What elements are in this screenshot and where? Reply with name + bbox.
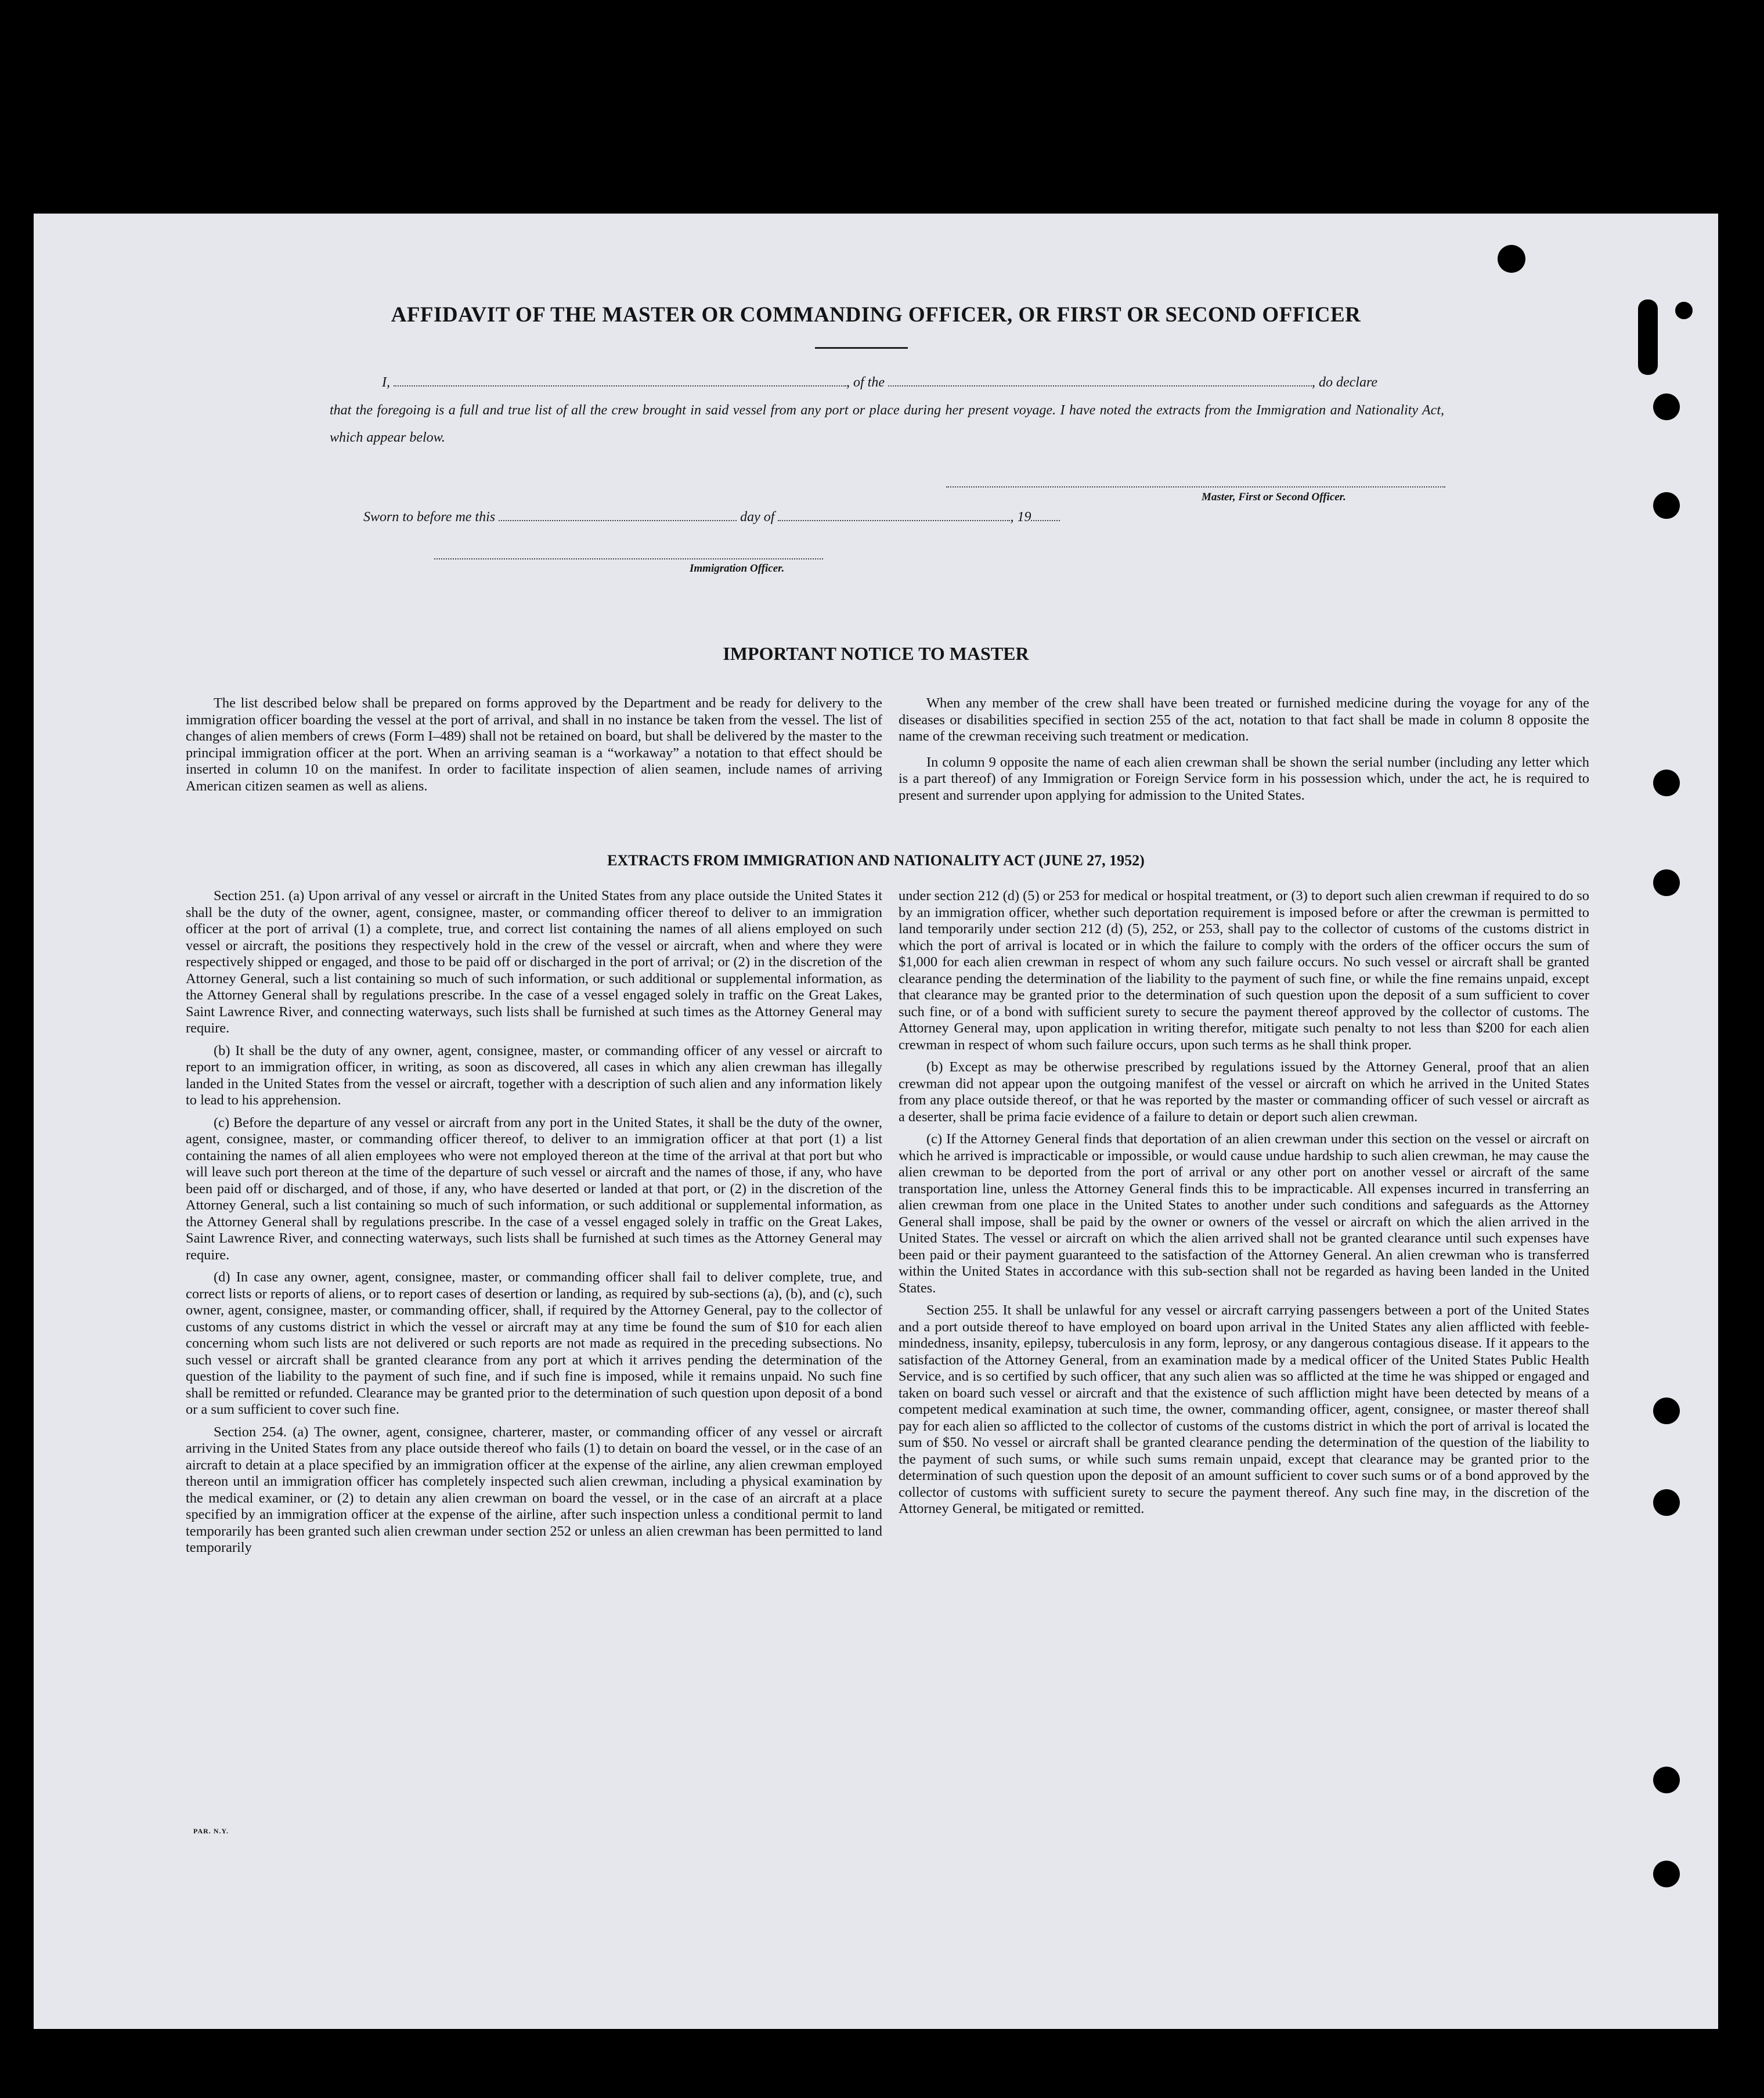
notice-left-column — [186, 695, 882, 800]
extract-paragraph: Section 251. (a) Upon arrival of any vessel or aircraft in the United States from any place outside the United States it shall be the duty of the owner, agent, consignee, master, or commanding officer thereof to deliver to an immigration officer at the port of arrival (1) a complete, true, and correct list containing the names of all aliens employed on such vessel or aircraft, the positions they respectively hold in the crew of the vessel or aircraft, when and where they were respectively shipped or engaged, and those to be paid off or discharged in the port of arrival; or (2) in the discretion of the Attorney General, such a list containing so much of such information, or such additional or supplemental information, as the Attorney General shall by regulations prescribe. In the case of a vessel engaged solely in traffic on the Great Lakes, Saint Lawrence River, and connecting waterways, such lists shall be furnished at such times as the Attorney General may require. — [186, 888, 882, 1036]
sworn-label: Sworn to before me this — [363, 510, 496, 525]
extracts-left-column — [186, 888, 882, 1562]
binder-hole — [1653, 492, 1680, 519]
extract-paragraph: Section 254. (a) The owner, agent, consignee, charterer, master, or commanding officer of any vessel or aircraft arriving in the United States from any place outside thereof who fails (1) to detain on board the vessel, or in the case of an aircraft to detain at a place specified by an immigration officer at the expense of the airline, any alien crewman employed thereon until an immigration officer has completely inspected such alien crewman, including a physical examination by the medical examiner, or (2) to detain any alien crewman on board the vessel, or in the case of an aircraft at a place specified by an immigration officer at the expense of the airline, after such inspection unless a conditional permit to land temporarily has been granted such alien crewman under section 252 or unless an alien crewman has been permitted to land temporarily — [186, 1424, 882, 1555]
printer-mark: PAR. N.Y. — [193, 1827, 229, 1835]
title-underline — [815, 347, 908, 349]
extract-paragraph: under section 212 (d) (5) or 253 for medical or hospital treatment, or (3) to deport such alien crewman if required to do so by an immigration officer, whether such deportation requirement is imposed before or after the crewman is permitted to land temporarily under section 212 (d) (5), 252, or 253, shall pay to the collector of customs of the customs district in which the port of arrival is located or in which the failure to comply with the orders of the officer occurs the sum of $1,000 for each alien crewman in respect of whom any such failure occurs. No such vessel or aircraft shall be granted clearance pending the determination of the liability to the payment of such fine, or while the fine remains unpaid, except that clearance may be granted prior to the determination of such question upon the deposit of a sum sufficient to cover such fine, or of a bond with sufficient surety to secure the payment thereof approved by the collector of customs. The Attorney General may, upon application in writing therefor, mitigate such penalty to not less than $200 for each alien crewman in respect of whom such failure occurs, upon such terms as he shall think proper. — [899, 888, 1589, 1053]
day-of-label: day of — [740, 510, 775, 525]
sworn-year-blank[interactable] — [1031, 510, 1060, 521]
extract-paragraph: Section 255. It shall be unlawful for any vessel or aircraft carrying passengers between a port of the United States and a port outside thereof to have employed on board upon arrival in the United States any alien afflicted with feeble-mindedness, insanity, epilepsy, tuberculosis in any form, leprosy, or any dangerous contagious disease. If it appears to the satisfaction of the Attorney General, from an examination made by a medical officer of the United States Public Health Service, and is so certified by such officer, that any such alien was so afflicted at the time he was shipped or engaged and taken on board such vessel or aircraft and that the existence of such affliction might have been detected by means of a competent medical examination at such time, the owner, commanding officer, agent, consignee, or master thereof shall pay for each alien so afflicted to the collector of customs of the customs district in which the port of arrival is located the sum of $50. No vessel or aircraft shall be granted clearance pending the determination of the question of the liability to the payment of such sums, or while such sums remain unpaid, except that clearance may be granted prior to the determination of such question upon the deposit of an amount sufficient to cover such sums or of a bond approved by the collector of customs with sufficient surety to secure the payment thereof. Any such fine may, in the discretion of the Attorney General, be mitigated or remitted. — [899, 1302, 1589, 1516]
form-page — [34, 214, 1718, 2029]
year-label: , 19 — [1010, 510, 1031, 525]
extracts-right-column — [899, 888, 1589, 1523]
notice-right-text-1: When any member of the crew shall have been treated or furnished medicine during the voyage for any of the diseases or disabilities specified in section 255 of the act, notation to that fact shall be made in column 8 opposite the name of the crewman receiving such treatment or medication. — [899, 695, 1589, 744]
binder-hole — [1653, 1861, 1680, 1887]
notice-title: IMPORTANT NOTICE TO MASTER — [723, 643, 1029, 664]
declaration-line — [382, 375, 1377, 391]
master-caption: Master, First or Second Officer. — [1202, 491, 1346, 503]
binder-hole — [1498, 245, 1525, 273]
immigration-officer-caption: Immigration Officer. — [690, 562, 785, 575]
i-label: I, — [382, 375, 390, 390]
name-blank[interactable] — [394, 375, 846, 387]
torn-punch-mark — [1638, 299, 1658, 375]
extracts-title: EXTRACTS FROM IMMIGRATION AND NATIONALITY ACT (JUNE 27, 1952) — [607, 852, 1145, 869]
immigration-officer-signature-line[interactable] — [434, 558, 823, 559]
extract-paragraph: (b) It shall be the duty of any owner, agent, consignee, master, or commanding officer of any vessel or aircraft to report to an immigration officer, in writing, as soon as discovered, all cases in which any alien crewman has illegally landed in the United States from the vessel or aircraft, together with a description of such alien and any information likely to lead to his apprehension. — [186, 1042, 882, 1108]
extract-paragraph: (d) In case any owner, agent, consignee, master, or commanding officer shall fail to deliver complete, true, and correct lists or reports of aliens, or to report cases of desertion or landing, as required by sub-sections (a), (b), and (c), such owner, agent, consignee, master, or commanding officer, shall, if required by the Attorney General, pay to the collector of customs of any customs district in which the vessel or aircraft may at any time be found the sum of $10 for each alien concerning whom such lists are not delivered or such reports are not made as required in the preceding subsections. No such vessel or aircraft shall be granted clearance from any port at which it arrives pending the determination of the question of the liability to the payment of such fine, and if such fine is imposed, while it remains unpaid. No such fine shall be remitted or refunded. Clearance may be granted prior to the determination of such question upon deposit of a bond or a sum sufficient to cover such fine. — [186, 1269, 882, 1417]
torn-punch-mark — [1675, 302, 1693, 319]
binder-hole — [1653, 869, 1680, 896]
declaration-text: that the foregoing is a full and true list of all the crew brought in said vessel from any port or place during her present voyage. I have noted the extracts from the Immigration and Nationality Act, which appear below. — [330, 403, 1444, 445]
extract-paragraph: (c) If the Attorney General finds that deportation of an alien crewman under this section on the vessel or aircraft on which he arrived is impracticable or impossible, or would cause undue hardship to such alien crewman, he may cause the alien crewman to be deported from the port of arrival or any other port on another vessel or aircraft of the same transportation line, unless the Attorney General finds this to be impracticable. All expenses incurred in transferring an alien crewman from one place in the United States to another under such conditions and safeguards as the Attorney General shall impose, shall be paid by the owner or owners of the vessel or aircraft on which the alien arrived in the United States. The vessel or aircraft on which the alien arrived shall not be granted clearance until such expenses have been paid or their payment guaranteed to the satisfaction of the Attorney General. An alien crewman who is transferred within the United States in accordance with this sub-section shall not be regarded as having been landed in the United States. — [899, 1131, 1589, 1296]
binder-hole — [1653, 770, 1680, 796]
sworn-month-blank[interactable] — [778, 510, 1010, 521]
vessel-blank[interactable] — [888, 375, 1312, 387]
master-signature-line[interactable] — [946, 486, 1445, 488]
binder-hole — [1653, 1489, 1680, 1516]
sworn-day-blank[interactable] — [499, 510, 737, 521]
notice-right-column — [899, 695, 1589, 810]
affidavit-title: AFFIDAVIT OF THE MASTER OR COMMANDING OFFICER, OR FIRST OR SECOND OFFICER — [391, 303, 1361, 327]
binder-hole — [1653, 1767, 1680, 1793]
extract-paragraph: (c) Before the departure of any vessel or aircraft from any port in the United States, it shall be the duty of the owner, agent, consignee, master, or commanding officer thereof, to deliver to an immigration officer at that port (1) a list containing the names of all alien employees who were not employed thereon at the time of the arrival at that port but who will leave such port thereon at the time of the departure of such vessel or aircraft and the names of those, if any, who have been paid off or discharged, and of those, if any, who have deserted or landed at that port, or (2) in the discretion of the Attorney General, such a list containing so much of such information, or such additional or supplemental information, as the Attorney General shall by regulations prescribe. In the case of a vessel engaged solely in traffic on the Great Lakes, Saint Lawrence River, and connecting waterways, such lists shall be furnished at such times as the Attorney General may require. — [186, 1114, 882, 1263]
do-declare-label: , do declare — [1312, 375, 1378, 390]
sworn-line — [363, 510, 1060, 525]
notice-right-text-2: In column 9 opposite the name of each alien crewman shall be shown the serial number (including any letter which is a part thereof) of any Immigration or Foreign Service form in his possession which, under the act, he is required to present and surrender upon applying for admission to the United States. — [899, 754, 1589, 803]
of-the-label: , of the — [846, 375, 885, 390]
binder-hole — [1653, 1398, 1680, 1424]
extract-paragraph: (b) Except as may be otherwise prescribed by regulations issued by the Attorney General, proof that an alien crewman did not appear upon the outgoing manifest of the vessel or aircraft on which he arrived in the United States from any place outside thereof, or that he was reported by the master or commanding officer of such vessel or aircraft as a deserter, shall be prima facie evidence of a failure to detain or deport such alien crewman. — [899, 1059, 1589, 1125]
binder-hole — [1653, 393, 1680, 420]
handwritten-page-number: 14 — [1626, 1890, 1680, 1946]
notice-left-text: The list described below shall be prepared on forms approved by the Department and be ready for delivery to the immigration officer boarding the vessel at the port of arrival, and shall in no instance be taken from the vessel. The list of changes of alien members of crews (Form I–489) shall not be retained on board, but shall be delivered by the master to the principal immigration officer at the port. When an arriving seaman is a “workaway” a notation to that effect should be inserted in column 10 on the manifest. In order to facilitate inspection of alien seamen, include names of arriving American citizen seamen as well as aliens. — [186, 695, 882, 794]
